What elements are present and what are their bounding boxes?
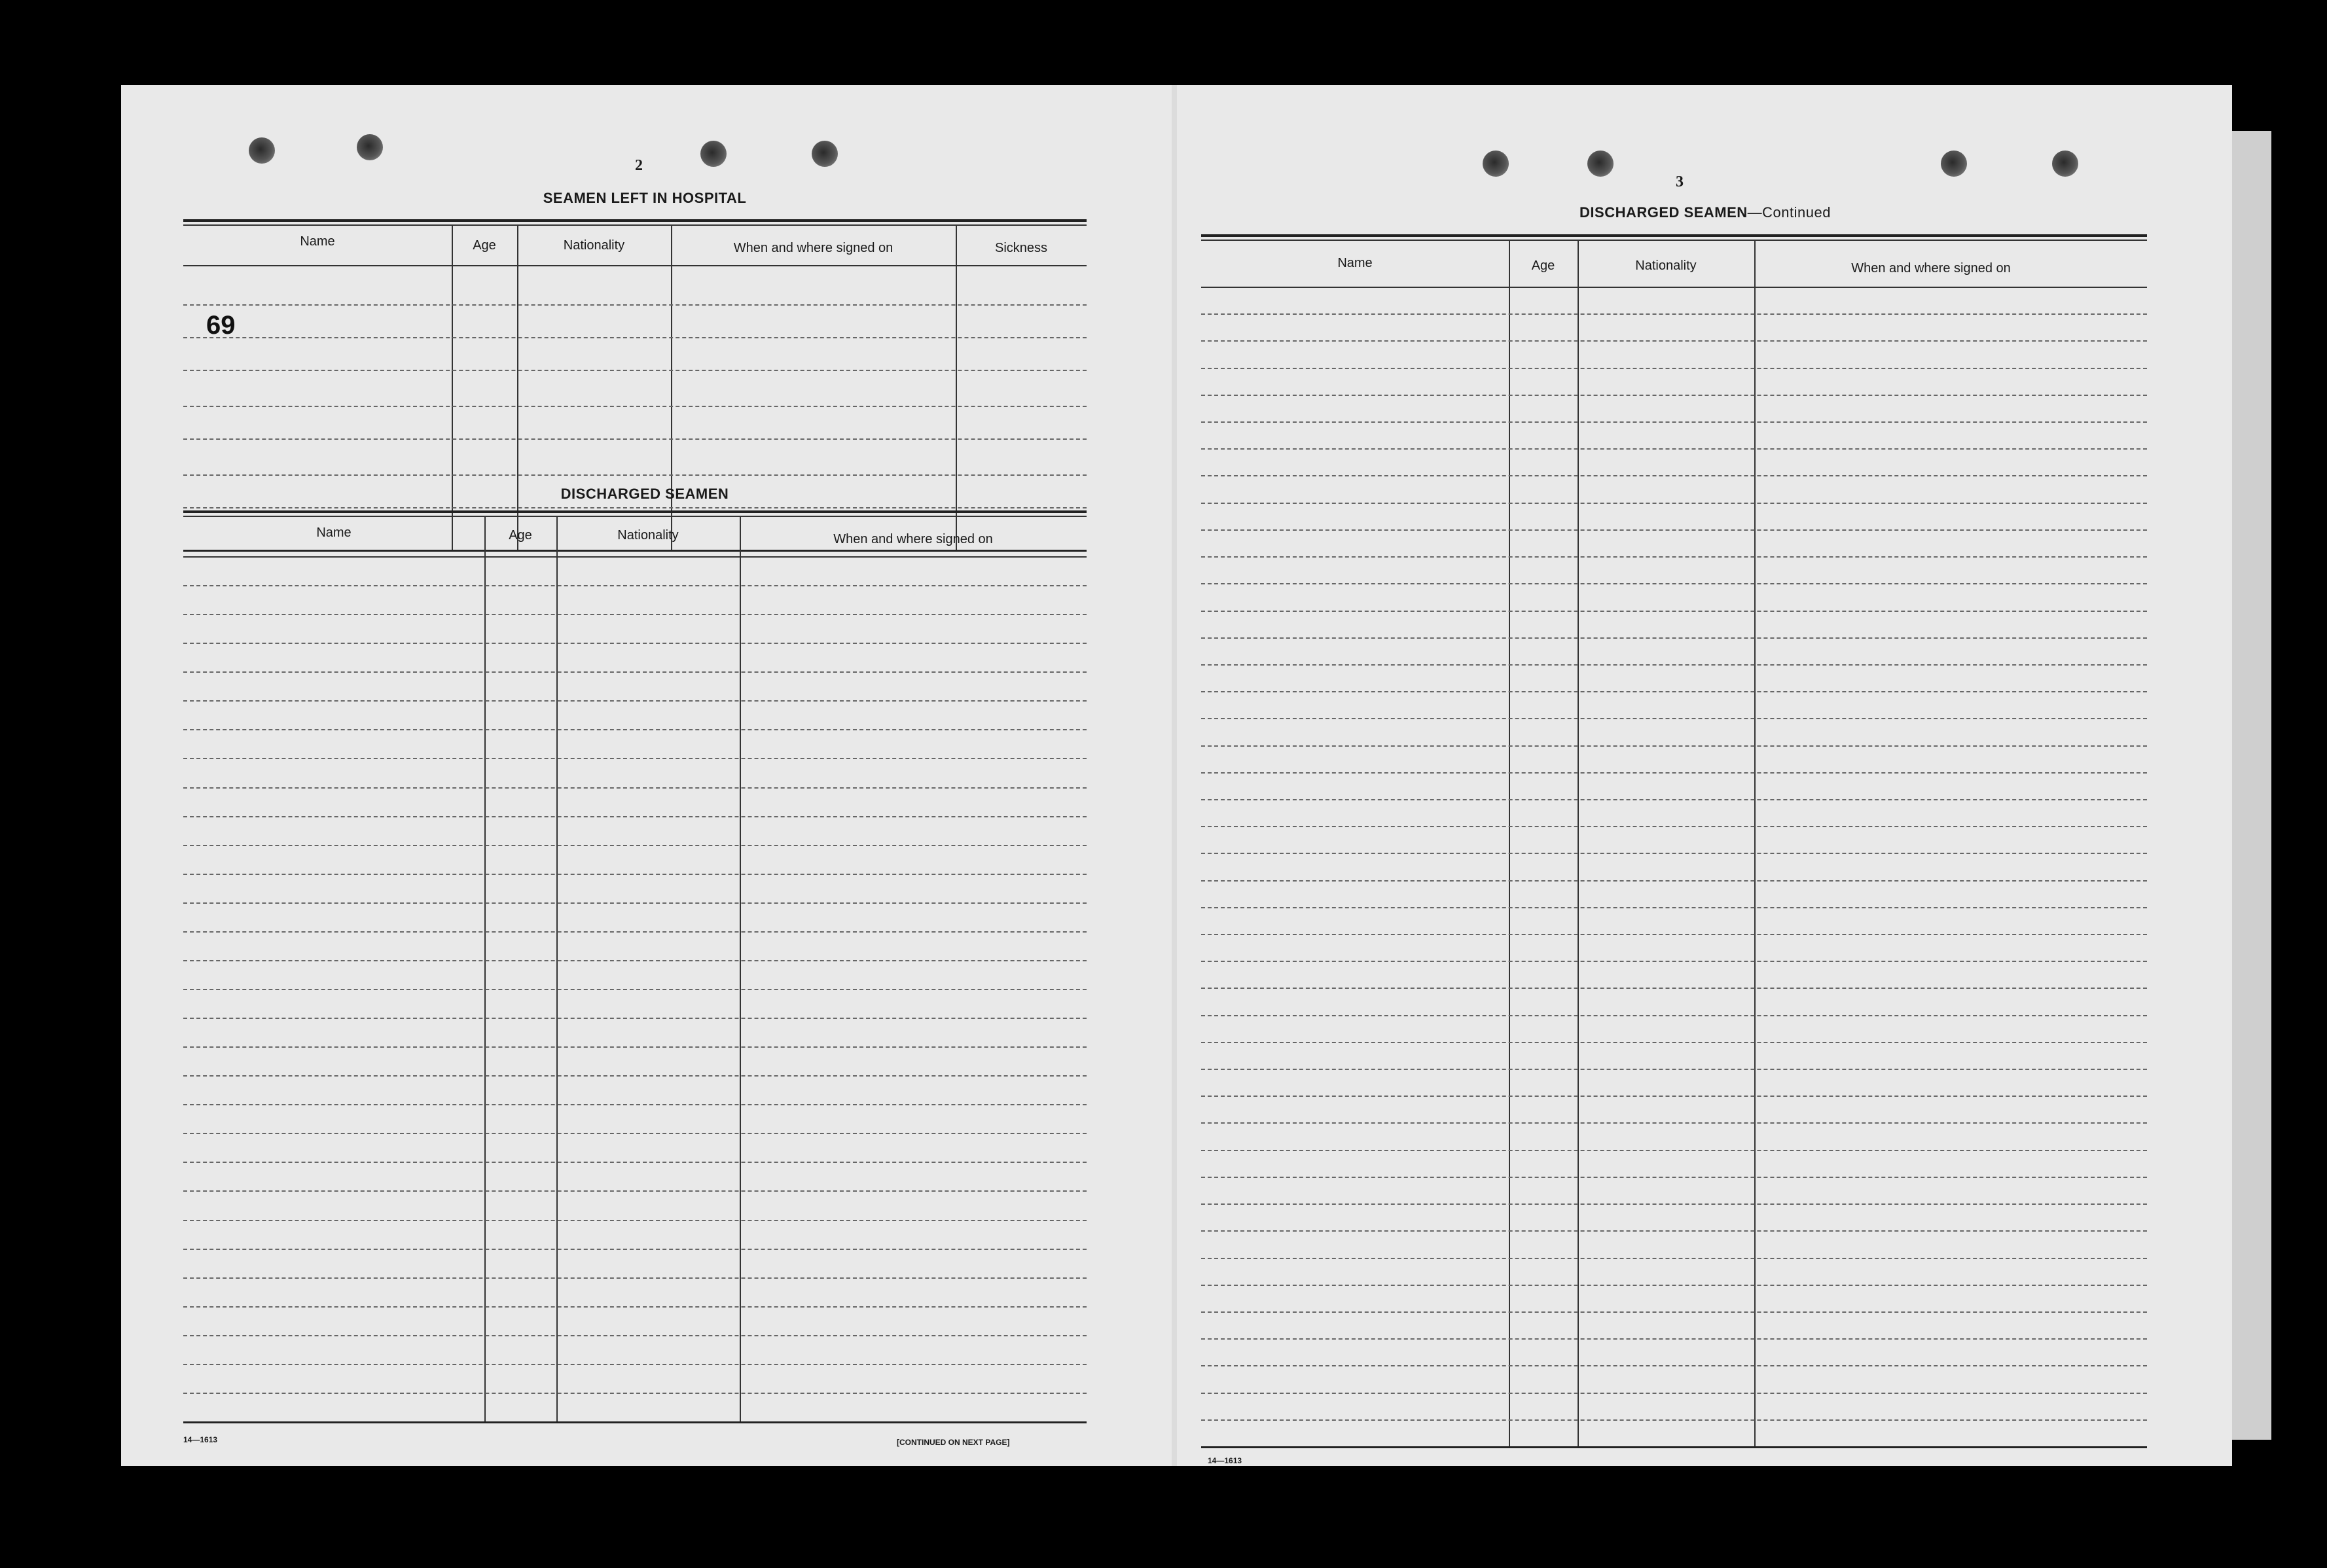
table-row [1201, 1203, 2147, 1205]
table-row [183, 758, 1087, 759]
form-code: 14—1613 [183, 1435, 218, 1444]
col-header-signed-on: When and where signed on [833, 532, 993, 546]
table-row [183, 845, 1087, 846]
table-row [183, 337, 1087, 338]
table-row [183, 1249, 1087, 1250]
table-row [183, 787, 1087, 789]
col-header-signed-on: When and where signed on [733, 241, 893, 255]
discharged-continued-table [1201, 234, 2147, 1448]
column-divider [1754, 240, 1756, 1447]
table-row [1201, 1258, 2147, 1259]
table-row [1201, 772, 2147, 774]
table-row [1201, 529, 2147, 531]
table-row [1201, 1177, 2147, 1178]
col-header-sickness: Sickness [994, 241, 1048, 255]
table-row [183, 643, 1087, 644]
stamp-number: 69 [206, 311, 236, 340]
col-header-age: Age [1531, 258, 1555, 273]
table-row [183, 614, 1087, 615]
table-row [1201, 421, 2147, 423]
table-row [183, 1393, 1087, 1394]
punch-hole-icon [2052, 151, 2078, 177]
table-row [1201, 1419, 2147, 1421]
table-row [183, 474, 1087, 476]
section-title: DISCHARGED SEAMEN [1579, 204, 1748, 221]
column-divider [1509, 240, 1510, 1447]
table-top-rule [1201, 240, 2147, 241]
table-row [183, 406, 1087, 407]
table-row [1201, 368, 2147, 369]
hospital-table [183, 219, 1087, 553]
table-row [183, 1277, 1087, 1279]
table-row [1201, 799, 2147, 800]
header-rule [1201, 287, 2147, 288]
table-row [1201, 556, 2147, 558]
table-row [183, 902, 1087, 904]
table-row [183, 370, 1087, 371]
column-divider [556, 516, 558, 1422]
table-row [183, 1306, 1087, 1308]
punch-hole-icon [1941, 151, 1967, 177]
page-number: 2 [635, 157, 643, 174]
table-row [183, 1104, 1087, 1105]
section-title-suffix: —Continued [1747, 204, 1831, 221]
table-top-rule [1201, 234, 2147, 237]
table-row [183, 671, 1087, 673]
form-sheet [121, 85, 2232, 1466]
table-row [1201, 718, 2147, 719]
discharged-table [183, 510, 1087, 1423]
column-divider [484, 516, 486, 1422]
punch-hole-icon [812, 141, 838, 167]
column-divider [452, 224, 453, 552]
table-row [1201, 1015, 2147, 1016]
table-row [1201, 1311, 2147, 1313]
section-title-discharged-continued [1489, 204, 1921, 221]
column-divider [517, 224, 518, 552]
table-row [1201, 1150, 2147, 1151]
table-top-rule [183, 510, 1087, 513]
table-row [1201, 961, 2147, 962]
table-row [1201, 853, 2147, 854]
table-row [183, 304, 1087, 306]
table-row [183, 1018, 1087, 1019]
form-code: 14—1613 [1208, 1456, 1242, 1465]
col-header-age: Age [509, 528, 532, 543]
left-page [121, 85, 1168, 1466]
table-row [183, 438, 1087, 440]
col-header-nationality: Nationality [1635, 258, 1697, 273]
table-row [1201, 907, 2147, 908]
header-rule [183, 556, 1087, 558]
table-row [1201, 611, 2147, 612]
table-row [1201, 1122, 2147, 1124]
table-row [1201, 880, 2147, 882]
punch-hole-icon [249, 137, 275, 164]
table-row [1201, 637, 2147, 639]
table-row [183, 1190, 1087, 1192]
table-row [1201, 988, 2147, 989]
table-row [1201, 313, 2147, 315]
table-top-rule [183, 224, 1087, 226]
table-row [183, 1133, 1087, 1134]
page-edge [2232, 131, 2271, 1440]
table-row [1201, 1230, 2147, 1232]
table-row [183, 700, 1087, 702]
punch-hole-icon [357, 134, 383, 160]
table-row [183, 1220, 1087, 1221]
table-row [183, 1046, 1087, 1048]
col-header-age: Age [473, 238, 496, 253]
table-row [1201, 934, 2147, 935]
table-row [1201, 503, 2147, 504]
table-row [1201, 1338, 2147, 1340]
table-row [183, 989, 1087, 990]
punch-hole-icon [1483, 151, 1509, 177]
table-bottom-rule [1201, 1446, 2147, 1448]
header-rule [183, 265, 1087, 266]
right-page [1182, 85, 2232, 1466]
table-row [1201, 1365, 2147, 1366]
table-row [183, 931, 1087, 933]
table-row [1201, 745, 2147, 747]
table-row [1201, 1285, 2147, 1286]
punch-hole-icon [700, 141, 727, 167]
table-row [183, 729, 1087, 730]
punch-hole-icon [1587, 151, 1614, 177]
table-row [183, 1162, 1087, 1163]
section-title-hospital: SEAMEN LEFT IN HOSPITAL [543, 190, 747, 206]
table-row [183, 1335, 1087, 1336]
continued-note: [CONTINUED ON NEXT PAGE] [897, 1438, 1010, 1447]
column-divider [671, 224, 672, 552]
table-top-rule [183, 516, 1087, 517]
col-header-name: Name [1337, 256, 1373, 270]
col-header-nationality: Nationality [563, 238, 625, 253]
column-divider [1578, 240, 1579, 1447]
table-row [183, 1364, 1087, 1365]
table-row [183, 960, 1087, 961]
table-row [1201, 448, 2147, 450]
col-header-signed-on: When and where signed on [1851, 261, 2011, 276]
table-top-rule [183, 219, 1087, 222]
page-fold [1172, 85, 1177, 1466]
page-number: 3 [1676, 173, 1684, 190]
table-row [1201, 1096, 2147, 1097]
table-row [183, 507, 1087, 508]
col-header-nationality: Nationality [617, 528, 679, 543]
table-row [1201, 583, 2147, 584]
col-header-name: Name [300, 234, 335, 249]
table-row [183, 816, 1087, 817]
table-row [1201, 826, 2147, 827]
col-header-name: Name [316, 526, 352, 540]
column-divider [956, 224, 957, 552]
section-title-discharged: DISCHARGED SEAMEN [560, 486, 729, 502]
table-row [1201, 664, 2147, 666]
table-row [1201, 395, 2147, 396]
table-row [1201, 691, 2147, 692]
table-row [183, 874, 1087, 875]
column-divider [740, 516, 741, 1422]
table-row [1201, 1393, 2147, 1394]
table-row [183, 1075, 1087, 1077]
table-row [1201, 340, 2147, 342]
table-row [1201, 1042, 2147, 1043]
table-row [1201, 1069, 2147, 1070]
table-bottom-rule [183, 1421, 1087, 1423]
table-row [183, 585, 1087, 586]
table-row [1201, 475, 2147, 476]
